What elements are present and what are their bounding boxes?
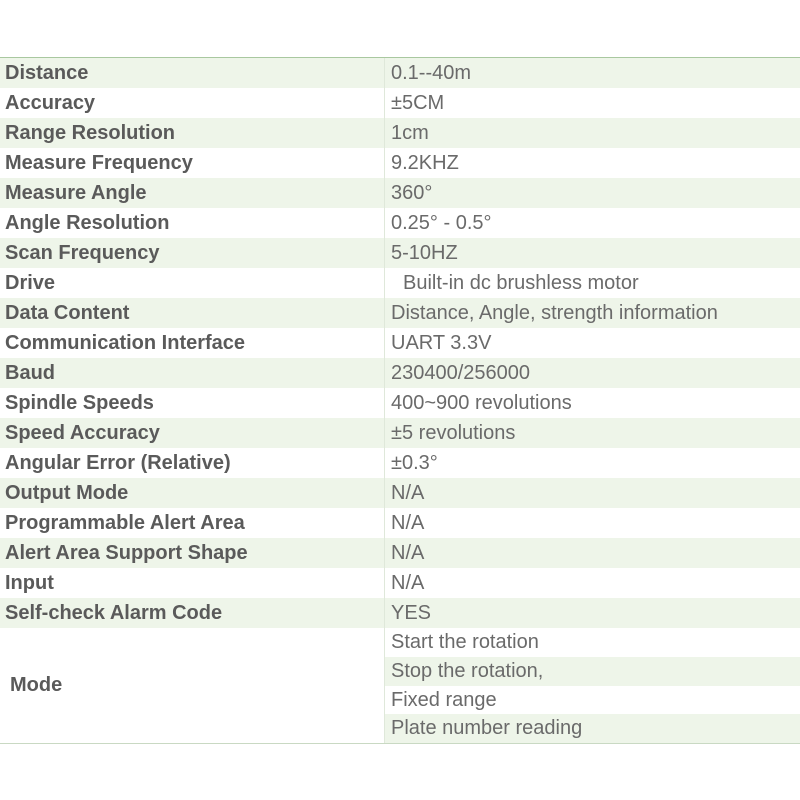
spec-row-angular-error	[0, 448, 800, 478]
spec-row-measure-angle	[0, 178, 800, 208]
spec-label: Programmable Alert Area	[0, 508, 385, 538]
spec-label: Accuracy	[0, 88, 385, 118]
spec-label: Angle Resolution	[0, 208, 385, 238]
mode-item: Stop the rotation,	[385, 657, 800, 686]
spec-value: N/A	[391, 512, 425, 534]
spec-label: Measure Frequency	[0, 148, 385, 178]
spec-row-programmable-alert-area	[0, 508, 800, 538]
spec-value: 230400/256000	[391, 362, 531, 384]
spec-label: Input	[0, 568, 385, 598]
spec-label: Range Resolution	[0, 118, 385, 148]
spec-row-communication-interface	[0, 328, 800, 358]
spec-value: N/A	[391, 542, 425, 564]
spec-label: Baud	[0, 358, 385, 388]
spec-row-distance	[0, 58, 800, 88]
spec-value: 0.1--40m	[391, 62, 472, 84]
spec-value: 400~900 revolutions	[391, 392, 572, 414]
spec-row-drive	[0, 268, 800, 298]
spec-value: Distance, Angle, strength information	[391, 302, 718, 324]
spec-label: Distance	[0, 58, 385, 88]
mode-item: Start the rotation	[385, 628, 800, 657]
spec-value: ±5 revolutions	[391, 422, 516, 444]
spec-value: YES	[391, 602, 432, 624]
spec-row-baud	[0, 358, 800, 388]
spec-label: Data Content	[0, 298, 385, 328]
spec-row-accuracy	[0, 88, 800, 118]
spec-table	[0, 57, 800, 744]
spec-row-range-resolution	[0, 118, 800, 148]
mode-item: Fixed range	[385, 686, 800, 715]
spec-value: ±5CM	[391, 92, 445, 114]
spec-row-output-mode	[0, 478, 800, 508]
spec-value: Built-in dc brushless motor	[403, 272, 639, 294]
spec-row-mode	[0, 628, 800, 743]
spec-value: N/A	[391, 482, 425, 504]
spec-value: N/A	[391, 572, 425, 594]
spec-value: ±0.3°	[391, 452, 438, 474]
spec-label: Angular Error (Relative)	[0, 448, 385, 478]
spec-label: Communication Interface	[0, 328, 385, 358]
spec-value: 1cm	[391, 122, 429, 144]
spec-value: UART 3.3V	[391, 332, 492, 354]
spec-label: Spindle Speeds	[0, 388, 385, 418]
spec-label: Measure Angle	[0, 178, 385, 208]
spec-row-alert-area-shape	[0, 538, 800, 568]
spec-row-speed-accuracy	[0, 418, 800, 448]
mode-item: Plate number reading	[385, 714, 800, 743]
spec-label: Drive	[0, 268, 385, 298]
spec-row-spindle-speeds	[0, 388, 800, 418]
spec-row-data-content	[0, 298, 800, 328]
spec-label: Self-check Alarm Code	[0, 598, 385, 628]
spec-row-scan-frequency	[0, 238, 800, 268]
spec-value: 9.2KHZ	[391, 152, 459, 174]
spec-label: Alert Area Support Shape	[0, 538, 385, 568]
spec-label: Speed Accuracy	[0, 418, 385, 448]
mode-values	[385, 628, 800, 743]
spec-label: Scan Frequency	[0, 238, 385, 268]
spec-value: 5-10HZ	[391, 242, 458, 264]
spec-value: 0.25° - 0.5°	[391, 212, 492, 234]
spec-row-self-check-alarm-code	[0, 598, 800, 628]
spec-value: 360°	[391, 182, 433, 204]
spec-row-angle-resolution	[0, 208, 800, 238]
spec-row-input	[0, 568, 800, 598]
spec-label: Output Mode	[0, 478, 385, 508]
mode-label: Mode	[0, 628, 385, 743]
spec-row-measure-frequency	[0, 148, 800, 178]
